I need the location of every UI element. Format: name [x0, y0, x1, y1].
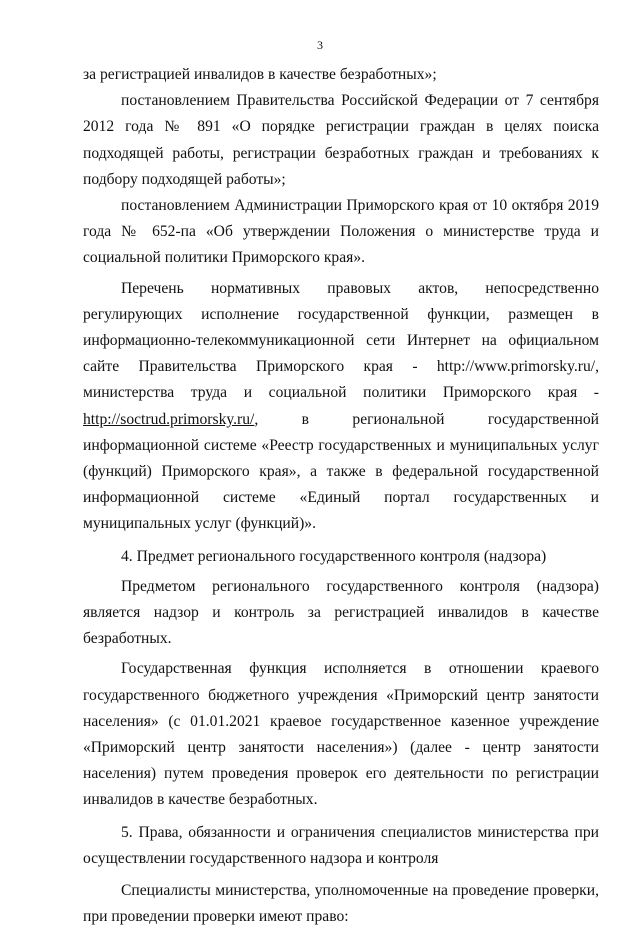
paragraph-specialists-rights: Специалисты министерства, уполномоченные на проведение проверки, при проведении проверки имеют право:: [83, 882, 599, 926]
paragraph-control-subject: Предметом регионального государственного контроля (надзора) является надзор и контроль за регистрацией инвалидов в качестве безработных.: [83, 577, 599, 648]
paragraph-decree-891: постановлением Правительства Российской Федерации от 7 сентября 2012 года № 891 «О порядке регистрации граждан в целях поиска подходящей работы, регистрации безработных граждан и требованиях к подбору подходящей работы»;: [83, 92, 599, 188]
page-number: 3: [317, 38, 323, 52]
paragraph-legal-acts-list: [83, 276, 599, 538]
paragraph-decree-652: постановлением Администрации Приморского края от 10 октября 2019 года № 652-па «Об утверждении Положения о министерстве труда и социальной политики Приморского края».: [83, 197, 599, 267]
legal-acts-text-before: Перечень нормативных правовых актов, непосредственно регулирующих исполнение государственной функции, размещен в информационно-телекоммуникационной сети Интернет на официальном сайте Правительства Приморского края - http://www.primorsky.ru/, министерства труда и социальной политики Приморского края -: [83, 279, 599, 402]
legal-acts-text-after: , в региональной государственной информационной системе «Реестр государственных и муниципальных услуг (функций) Приморского края», а также в федеральной государственной информационной системе «Единый портал государственных и муниципальных услуг (функций)».: [83, 410, 599, 533]
paragraph-function-execution: Государственная функция исполняется в отношении краевого государственного бюджетного учреждения «Приморский центр занятости населения» (с 01.01.2021 краевое государственное казенное учреждение «Приморский центр занятости населения») (далее - центр занятости населения) путем проведения проверок его деятельности по регистрации инвалидов в качестве безработных.: [83, 660, 599, 809]
section-heading-5: 5. Права, обязанности и ограничения специалистов министерства при осуществлении государственного надзора и контроля: [83, 823, 599, 867]
soctrud-link[interactable]: http://soctrud.primorsky.ru/: [83, 410, 255, 428]
paragraph-continuation: за регистрацией инвалидов в качестве безработных»;: [83, 66, 437, 83]
section-heading-4: 4. Предмет регионального государственного контроля (надзора): [121, 547, 547, 565]
document-body: [83, 62, 599, 931]
